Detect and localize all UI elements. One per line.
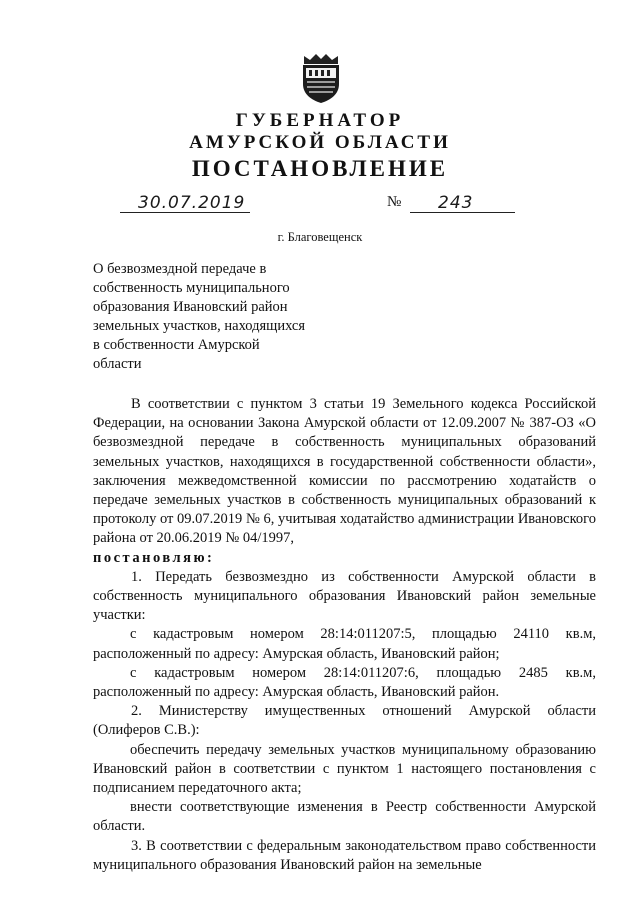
- number-sign: №: [387, 194, 402, 210]
- document-body: [93, 395, 596, 875]
- paragraph-2b: внести соответствующие изменения в Реестр собственности Амурской области.: [93, 799, 596, 835]
- paragraph-1: 1. Передать безвозмездно из собственности Амурской области в собственность муниципального образования Ивановский район земельные участки:: [93, 568, 596, 624]
- paragraph-1b: с кадастровым номером 28:14:011207:6, площадью 2485 кв.м, расположенный по адресу: Амурская область, Ивановский район.: [93, 664, 596, 701]
- subject-line: образования Ивановский район: [93, 299, 288, 315]
- document-number: 243: [438, 193, 474, 213]
- governor-title: ГУБЕРНАТОР: [235, 110, 405, 131]
- subject-line: собственность муниципального: [93, 280, 290, 296]
- coat-of-arms-emblem: [296, 52, 346, 104]
- subject-line: в собственности Амурской: [93, 337, 260, 353]
- subject-line: О безвозмездной передаче в: [93, 261, 267, 277]
- region-title: АМУРСКОЙ ОБЛАСТИ: [189, 132, 451, 153]
- city-name: г. Благовещенск: [277, 230, 363, 244]
- intro-paragraph: В соответствии с пунктом 3 статьи 19 Земельного кодекса Российской Федерации, на основании Закона Амурской области от 12.09.2007 № 387-ОЗ «О безвозмездной передаче в собственность муниципальных образований земельных участков, находящихся в государственной собственности области», заключения межведомственной комиссии по рассмотрению ходатайств о передаче земельных участков в собственность муниципальных образований к протоколу от 09.07.2019 № 6, учитывая ходатайство администрации Ивановского района от 20.06.2019 № 04/1997,: [93, 396, 596, 547]
- paragraph-2: 2. Министерству имущественных отношений Амурской области (Олиферов С.В.):: [93, 703, 596, 739]
- paragraph-1a: с кадастровым номером 28:14:011207:5, площадью 24110 кв.м, расположенный по адресу: Амурская область, Ивановский район;: [93, 626, 596, 662]
- document-type-title: ПОСТАНОВЛЕНИЕ: [191, 156, 449, 181]
- subject-line: области: [93, 356, 142, 372]
- subject-line: земельных участков, находящихся: [93, 318, 306, 334]
- paragraph-2a: обеспечить передачу земельных участков муниципальному образованию Ивановский район в соответствии с пунктом 1 настоящего постановления с подписанием передаточного акта;: [93, 741, 596, 797]
- resolve-word: постановляю:: [93, 549, 215, 566]
- paragraph-3: 3. В соответствии с федеральным законодательством право собственности муниципального образования Ивановский район на земельные: [93, 837, 596, 873]
- document-subject: [93, 260, 313, 374]
- document-date: 30.07.2019: [138, 193, 246, 213]
